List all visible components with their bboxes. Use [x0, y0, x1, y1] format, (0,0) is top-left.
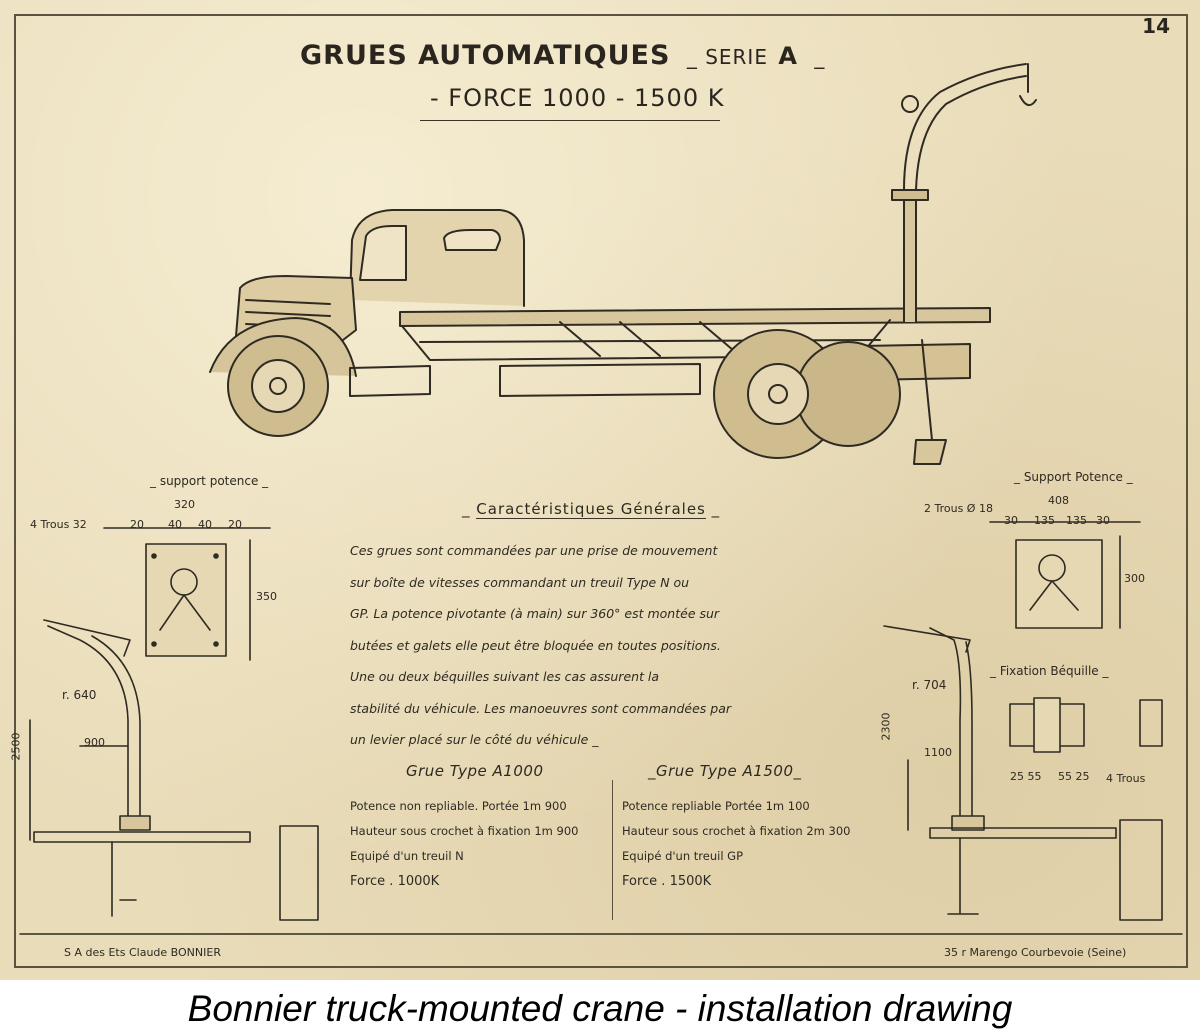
characteristics-line: stabilité du véhicule. Les manoeuvres sont commandées par [350, 700, 732, 716]
force-subtitle: - FORCE 1000 - 1500 K [430, 84, 725, 112]
footer-company: S A des Ets Claude BONNIER [64, 946, 221, 959]
right-crane-radius: r. 704 [912, 678, 947, 692]
fixation-dims-left: 25 55 [1010, 770, 1042, 783]
fixation-heading: _ Fixation Béquille _ [990, 664, 1109, 678]
crane-spec-force: Force . 1500K [622, 874, 712, 889]
left-dim-d: 20 [228, 518, 242, 531]
left-crane-elevation [30, 620, 318, 920]
left-crane-reach: 900 [84, 736, 105, 749]
characteristics-line: un levier placé sur le côté du véhicule _ [350, 732, 599, 747]
left-dim-width: 320 [174, 498, 195, 511]
left-crane-height: 2500 [9, 732, 23, 761]
truck-illustration [210, 64, 1036, 464]
characteristics-heading: _ Caractéristiques Générales _ [462, 500, 721, 518]
left-dim-c: 20 [130, 518, 144, 531]
right-dim-a: 135 [1034, 514, 1055, 527]
title-serie-letter: A [778, 42, 798, 70]
footer-address: 35 r Marengo Courbevoie (Seine) [944, 946, 1127, 959]
characteristics-line: Ces grues sont commandées par une prise de mouvement [350, 543, 718, 558]
characteristics-heading-text: Caractéristiques Générales [476, 500, 706, 518]
left-crane-radius: r. 640 [62, 688, 97, 702]
image-caption: Bonnier truck-mounted crane - installation drawing [187, 988, 1013, 1029]
title-trail: _ [814, 45, 826, 69]
fixation-bequille [1010, 698, 1162, 752]
left-dim-side: 350 [256, 590, 277, 603]
right-dim-c: 30 [1004, 514, 1018, 527]
crane-spec-row: Equipé d'un treuil GP [622, 849, 744, 863]
crane-spec-row: Hauteur sous crochet à fixation 2m 300 [622, 824, 851, 838]
title-serie: _ SERIE [686, 45, 768, 69]
title-main: GRUES AUTOMATIQUES [300, 40, 671, 71]
crane-type-a1500 [622, 762, 892, 894]
characteristics-line: GP. La potence pivotante (à main) sur 360° est montée sur [350, 606, 720, 621]
left-dim-a: 40 [168, 518, 182, 531]
characteristics-line: butées et galets elle peut être bloquée en toutes positions. [350, 637, 721, 653]
crane-type-heading: _Grue Type A1500_ [648, 762, 802, 780]
page-number: 14 [1142, 14, 1170, 38]
crane-spec-force: Force . 1000K [350, 874, 440, 889]
right-crane-reach: 1100 [924, 746, 952, 759]
crane-spec-row: Potence repliable Portée 1m 100 [622, 799, 810, 813]
left-support-heading: _ support potence _ [150, 474, 269, 488]
right-dim-width: 408 [1048, 494, 1069, 507]
crane-spec-row: Potence non repliable. Portée 1m 900 [350, 799, 567, 813]
right-trous-label: 2 Trous Ø 18 [924, 502, 993, 515]
right-support-heading: _ Support Potence _ [1014, 470, 1133, 484]
crane-type-heading: Grue Type A1000 [406, 762, 544, 780]
right-dim-d: 30 [1096, 514, 1110, 527]
crane-spec-row: Hauteur sous crochet à fixation 1m 900 [350, 824, 579, 838]
characteristics-text [350, 535, 870, 756]
fixation-dims-right: 55 25 [1058, 770, 1090, 783]
crane-type-a1000 [350, 762, 620, 894]
characteristics-line: sur boîte de vitesses commandant un treuil Type N ou [350, 574, 690, 590]
column-divider [612, 780, 613, 920]
crane-spec-row: Equipé d'un treuil N [350, 849, 464, 863]
left-trous-label: 4 Trous 32 [30, 518, 87, 531]
fixation-trous-label: 4 Trous [1106, 772, 1146, 785]
right-support-plate [990, 522, 1140, 628]
left-dim-b: 40 [198, 518, 212, 531]
characteristics-line: Une ou deux béquilles suivant les cas assurent la [350, 669, 660, 684]
right-crane-height: 2300 [879, 712, 893, 741]
right-dim-side: 300 [1124, 572, 1145, 585]
right-dim-b: 135 [1066, 514, 1087, 527]
